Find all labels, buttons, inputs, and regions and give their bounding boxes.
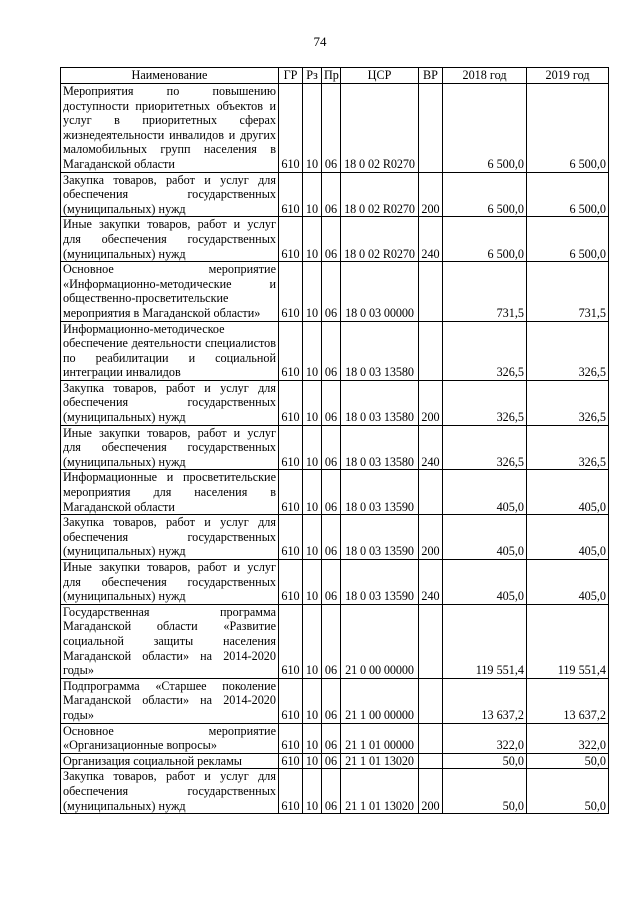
row-2019-cell: 6 500,0 <box>527 217 609 262</box>
row-name-cell: Основное мероприятие «Информационно-методические и общественно-просветительские мероприятия в Магаданской области» <box>61 262 279 321</box>
row-rz-cell: 10 <box>303 380 322 425</box>
header-gr: ГР <box>279 68 303 84</box>
row-name-cell: Закупка товаров, работ и услуг для обеспечения государственных (муниципальных) нужд <box>61 172 279 217</box>
row-name-cell: Иные закупки товаров, работ и услуг для обеспечения государственных (муниципальных) нужд <box>61 425 279 470</box>
row-pr-cell: 06 <box>322 380 341 425</box>
row-2019-cell: 405,0 <box>527 515 609 560</box>
row-pr-cell: 06 <box>322 262 341 321</box>
table-header <box>61 68 609 84</box>
row-csr-cell: 18 0 02 R0270 <box>341 84 419 173</box>
row-gr-cell: 610 <box>279 753 303 769</box>
row-pr-cell: 06 <box>322 515 341 560</box>
row-name-cell: Иные закупки товаров, работ и услуг для обеспечения государственных (муниципальных) нужд <box>61 560 279 605</box>
table-row <box>61 753 609 769</box>
row-gr-cell: 610 <box>279 560 303 605</box>
row-pr-cell: 06 <box>322 769 341 814</box>
row-2019-cell: 326,5 <box>527 380 609 425</box>
table-row <box>61 380 609 425</box>
row-csr-cell: 18 0 03 13580 <box>341 380 419 425</box>
table-row <box>61 515 609 560</box>
header-pr: Пр <box>322 68 341 84</box>
row-name-cell: Информационные и просветительские мероприятия для населения в Магаданской области <box>61 470 279 515</box>
row-pr-cell: 06 <box>322 753 341 769</box>
row-gr-cell: 610 <box>279 604 303 678</box>
row-gr-cell: 610 <box>279 217 303 262</box>
row-pr-cell: 06 <box>322 84 341 173</box>
row-vr-cell: 240 <box>419 425 443 470</box>
row-2018-cell: 50,0 <box>443 753 527 769</box>
row-rz-cell: 10 <box>303 470 322 515</box>
row-gr-cell: 610 <box>279 678 303 723</box>
row-rz-cell: 10 <box>303 515 322 560</box>
row-vr-cell <box>419 470 443 515</box>
row-gr-cell: 610 <box>279 84 303 173</box>
row-name-cell: Государственная программа Магаданской области «Развитие социальной защиты населения Магаданской области» на 2014-2020 годы» <box>61 604 279 678</box>
row-2018-cell: 322,0 <box>443 723 527 753</box>
header-2019: 2019 год <box>527 68 609 84</box>
row-gr-cell: 610 <box>279 470 303 515</box>
table-body <box>61 84 609 814</box>
row-gr-cell: 610 <box>279 262 303 321</box>
row-csr-cell: 18 0 03 13580 <box>341 425 419 470</box>
header-name: Наименование <box>61 68 279 84</box>
row-2019-cell: 6 500,0 <box>527 172 609 217</box>
row-2018-cell: 6 500,0 <box>443 217 527 262</box>
row-csr-cell: 18 0 02 R0270 <box>341 217 419 262</box>
row-pr-cell: 06 <box>322 604 341 678</box>
row-2019-cell: 50,0 <box>527 769 609 814</box>
row-gr-cell: 610 <box>279 723 303 753</box>
row-vr-cell <box>419 678 443 723</box>
row-2019-cell: 405,0 <box>527 560 609 605</box>
row-vr-cell: 200 <box>419 769 443 814</box>
row-vr-cell <box>419 753 443 769</box>
row-vr-cell: 200 <box>419 515 443 560</box>
row-rz-cell: 10 <box>303 604 322 678</box>
row-name-cell: Закупка товаров, работ и услуг для обеспечения государственных (муниципальных) нужд <box>61 769 279 814</box>
header-2018: 2018 год <box>443 68 527 84</box>
table-row <box>61 470 609 515</box>
row-vr-cell: 200 <box>419 380 443 425</box>
row-pr-cell: 06 <box>322 560 341 605</box>
row-pr-cell: 06 <box>322 470 341 515</box>
table-row <box>61 604 609 678</box>
row-csr-cell: 21 1 01 13020 <box>341 753 419 769</box>
row-rz-cell: 10 <box>303 753 322 769</box>
row-2018-cell: 326,5 <box>443 425 527 470</box>
page-number: 74 <box>313 34 327 49</box>
row-gr-cell: 610 <box>279 380 303 425</box>
row-name-cell: Подпрограмма «Старшее поколение Магаданской области» на 2014-2020 годы» <box>61 678 279 723</box>
header-vr: ВР <box>419 68 443 84</box>
table-row <box>61 262 609 321</box>
row-vr-cell <box>419 262 443 321</box>
row-rz-cell: 10 <box>303 425 322 470</box>
row-csr-cell: 18 0 02 R0270 <box>341 172 419 217</box>
row-vr-cell <box>419 723 443 753</box>
row-pr-cell: 06 <box>322 321 341 380</box>
row-csr-cell: 21 1 01 13020 <box>341 769 419 814</box>
row-csr-cell: 21 0 00 00000 <box>341 604 419 678</box>
row-2018-cell: 731,5 <box>443 262 527 321</box>
row-2019-cell: 326,5 <box>527 321 609 380</box>
table-row <box>61 217 609 262</box>
row-2018-cell: 119 551,4 <box>443 604 527 678</box>
table-row <box>61 723 609 753</box>
row-rz-cell: 10 <box>303 560 322 605</box>
row-2018-cell: 50,0 <box>443 769 527 814</box>
row-2019-cell: 326,5 <box>527 425 609 470</box>
row-2019-cell: 322,0 <box>527 723 609 753</box>
table-row <box>61 321 609 380</box>
row-rz-cell: 10 <box>303 723 322 753</box>
row-2019-cell: 50,0 <box>527 753 609 769</box>
row-name-cell: Организация социальной рекламы <box>61 753 279 769</box>
row-2018-cell: 405,0 <box>443 470 527 515</box>
row-vr-cell <box>419 604 443 678</box>
row-pr-cell: 06 <box>322 217 341 262</box>
row-csr-cell: 18 0 03 13580 <box>341 321 419 380</box>
row-rz-cell: 10 <box>303 321 322 380</box>
row-gr-cell: 610 <box>279 425 303 470</box>
row-csr-cell: 18 0 03 13590 <box>341 470 419 515</box>
row-name-cell: Закупка товаров, работ и услуг для обеспечения государственных (муниципальных) нужд <box>61 380 279 425</box>
row-vr-cell <box>419 84 443 173</box>
row-pr-cell: 06 <box>322 172 341 217</box>
row-2018-cell: 405,0 <box>443 560 527 605</box>
row-2018-cell: 6 500,0 <box>443 84 527 173</box>
row-name-cell: Информационно-методическое обеспечение деятельности специалистов по реабилитации и социальной интеграции инвалидов <box>61 321 279 380</box>
row-rz-cell: 10 <box>303 217 322 262</box>
table-row <box>61 84 609 173</box>
row-vr-cell: 200 <box>419 172 443 217</box>
row-2018-cell: 6 500,0 <box>443 172 527 217</box>
table-row <box>61 678 609 723</box>
row-csr-cell: 18 0 03 13590 <box>341 515 419 560</box>
table-row <box>61 769 609 814</box>
row-name-cell: Основное мероприятие «Организационные вопросы» <box>61 723 279 753</box>
header-csr: ЦСР <box>341 68 419 84</box>
row-2018-cell: 405,0 <box>443 515 527 560</box>
row-gr-cell: 610 <box>279 769 303 814</box>
row-csr-cell: 21 1 01 00000 <box>341 723 419 753</box>
header-rz: Рз <box>303 68 322 84</box>
budget-table <box>60 67 609 814</box>
row-rz-cell: 10 <box>303 769 322 814</box>
row-pr-cell: 06 <box>322 425 341 470</box>
row-rz-cell: 10 <box>303 678 322 723</box>
table-row <box>61 425 609 470</box>
row-gr-cell: 610 <box>279 515 303 560</box>
row-gr-cell: 610 <box>279 172 303 217</box>
row-2019-cell: 119 551,4 <box>527 604 609 678</box>
row-rz-cell: 10 <box>303 262 322 321</box>
row-pr-cell: 06 <box>322 723 341 753</box>
row-2018-cell: 13 637,2 <box>443 678 527 723</box>
row-csr-cell: 18 0 03 13590 <box>341 560 419 605</box>
row-csr-cell: 21 1 00 00000 <box>341 678 419 723</box>
row-vr-cell <box>419 321 443 380</box>
row-vr-cell: 240 <box>419 560 443 605</box>
row-2019-cell: 731,5 <box>527 262 609 321</box>
row-2019-cell: 405,0 <box>527 470 609 515</box>
row-gr-cell: 610 <box>279 321 303 380</box>
row-pr-cell: 06 <box>322 678 341 723</box>
row-csr-cell: 18 0 03 00000 <box>341 262 419 321</box>
row-rz-cell: 10 <box>303 84 322 173</box>
row-rz-cell: 10 <box>303 172 322 217</box>
table-row <box>61 172 609 217</box>
row-name-cell: Закупка товаров, работ и услуг для обеспечения государственных (муниципальных) нужд <box>61 515 279 560</box>
row-vr-cell: 240 <box>419 217 443 262</box>
row-2018-cell: 326,5 <box>443 321 527 380</box>
row-2019-cell: 13 637,2 <box>527 678 609 723</box>
row-name-cell: Мероприятия по повышению доступности приоритетных объектов и услуг в приоритетных сферах жизнедеятельности инвалидов и других маломобильных групп населения в Магаданской области <box>61 84 279 173</box>
row-2018-cell: 326,5 <box>443 380 527 425</box>
row-name-cell: Иные закупки товаров, работ и услуг для обеспечения государственных (муниципальных) нужд <box>61 217 279 262</box>
table-row <box>61 560 609 605</box>
row-2019-cell: 6 500,0 <box>527 84 609 173</box>
